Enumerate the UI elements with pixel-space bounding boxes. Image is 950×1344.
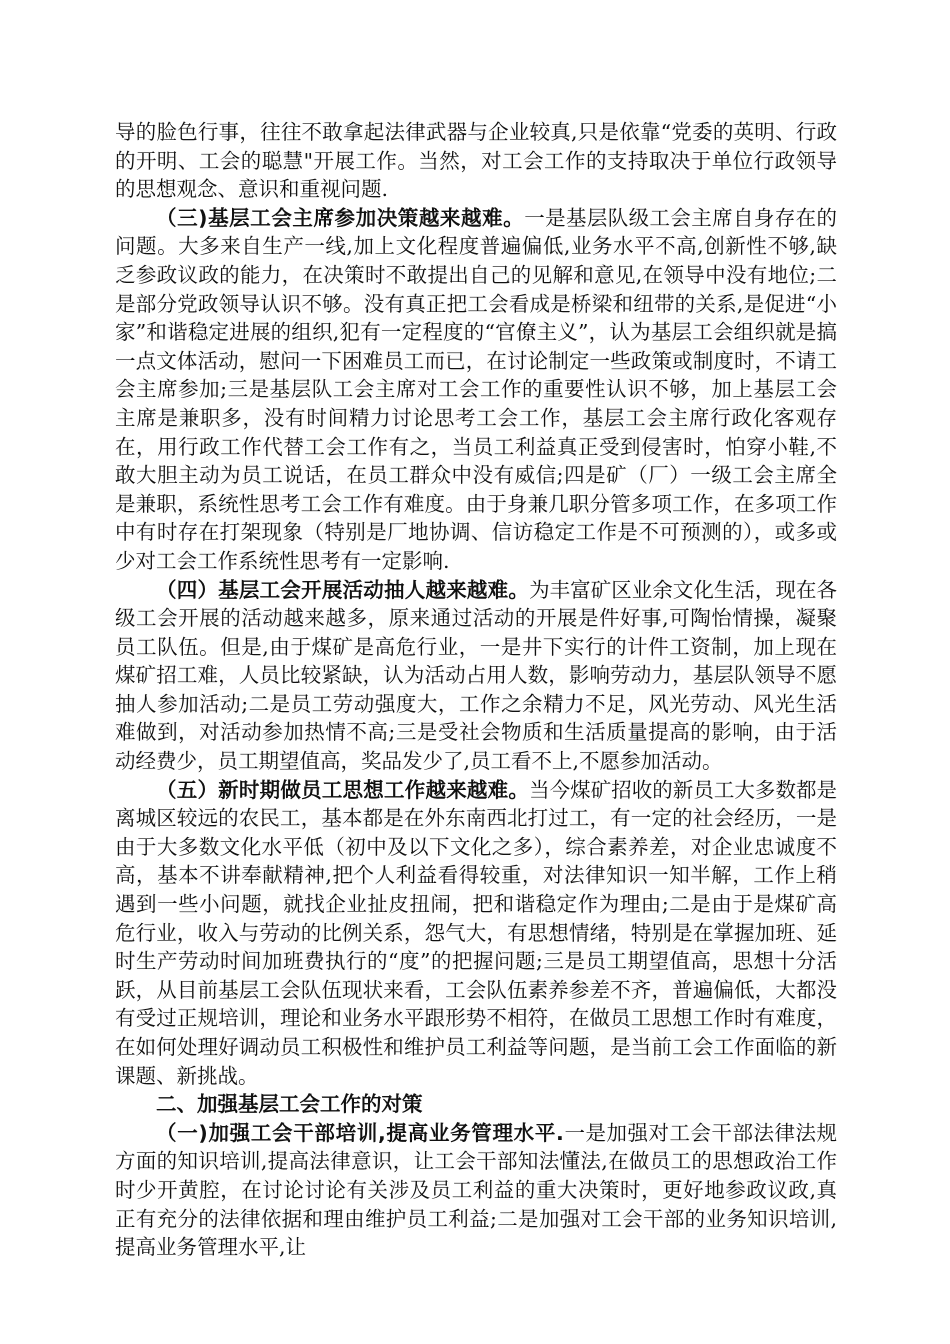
section-lead-3: （三)基层工会主席参加决策越来越难。 [156, 205, 525, 230]
paragraph-body: 一是基层队级工会主席自身存在的问题。大多来自生产一线,加上文化程度普遍偏低,业务水平不高,创新性不够,缺乏参政议政的能力，在决策时不敢提出自己的见解和意见,在领导中没有地位;二是部分党政领导认识不够。没有真正把工会看成是桥梁和纽带的关系,是促进“小家”和谐稳定进展的组织,犯有一定程度的“官僚主义”，认为基层工会组织就是搞一点文体活动，慰问一下困难员工而已，在讨论制定一些政策或制度时，不请工会主席参加;三是基层队工会主席对工会工作的重要性认识不够，加上基层工会主席是兼职多，没有时间精力讨论思考工会工作，基层工会主席行政化客观存在，用行政工作代替工会工作有之，当员工利益真正受到侵害时，怕穿小鞋,不敢大胆主动为员工说话，在员工群众中没有威信;四是矿（厂）一级工会主席全是兼职，系统性思考工会工作有难度。由于身兼几职分管多项工作，在多项工作中有时存在打架现象（特别是厂地协调、信访稳定工作是不可预测的），或多或少对工会工作系统性思考有一定影响. [115, 205, 838, 573]
paragraph-body: 为丰富矿区业余文化生活，现在各级工会开展的活动越来越多，原来通过活动的开展是件好事,可陶怡情操，凝聚员工队伍。但是,由于煤矿是高危行业，一是井下实行的计件工资制，加上现在煤矿招工难，人员比较紧缺，认为活动占用人数，影响劳动力，基层队领导不愿抽人参加活动;二是员工劳动强度大，工作之余精力不足，风光劳动、风光生活难做到，对活动参加热情不高;三是受社会物质和生活质量提高的影响，由于活动经费少，员工期望值高，奖品发少了,员工看不上,不愿参加活动。 [115, 577, 837, 774]
paragraph-section-3 [115, 204, 837, 576]
paragraph-body: 一是加强对工会干部法律法规方面的知识培训,提高法律意识，让工会干部知法懂法,在做员工的思想政治工作时少开黄腔，在讨论讨论有关涉及员工利益的重大决策时，更好地参政议政,真正有充分的法律依据和理由维护员工利益;二是加强对工会干部的业务知识培训,提高业务管理水平,让 [115, 1120, 838, 1260]
paragraph-continuation [115, 118, 837, 204]
paragraph-body: 导的脸色行事，往往不敢拿起法律武器与企业较真,只是依靠“党委的英明、行政的开明、工会的聪慧"开展工作。当然，对工会工作的支持取决于单位行政领导的思想观念、意识和重视问题. [115, 120, 837, 202]
section-heading-countermeasures: 二、加强基层工会工作的对策 [156, 1092, 423, 1117]
paragraph-section-5 [115, 776, 837, 1091]
section-lead-5: （五）新时期做员工思想工作越来越难。 [156, 777, 530, 802]
document-page [115, 118, 837, 1262]
section-lead-4: （四）基层工会开展活动抽人越来越难。 [156, 577, 530, 602]
countermeasure-lead-1: （一)加强工会干部培训,提高业务管理水平. [156, 1120, 565, 1145]
paragraph-section-4 [115, 576, 837, 776]
paragraph-body: 当今煤矿招收的新员工大多数都是离城区较远的农民工，基本都是在外东南西北打过工，有一定的社会经历，一是由于大多数文化水平低（初中及以下文化之多），综合素养差，对企业忠诚度不高，基本不讲奉献精神,把个人利益看得较重，对法律知识一知半解，工作上稍遇到一些小问题，就找企业扯皮扭闹，把和谐稳定作为理由;二是由于是煤矿高危行业，收入与劳动的比例关系，怨气大，有思想情绪，特别是在掌握加班、延时生产劳动时间加班费执行的“度”的把握问题;三是员工期望值高，思想十分活跃，从目前基层工会队伍现状来看，工会队伍素养参差不齐，普遍偏低，大都没有受过正规培训，理论和业务水平跟形势不相符，在做员工思想工作时有难度，在如何处理好调动员工积极性和维护员工利益等问题，是当前工会工作面临的新课题、新挑战。 [115, 777, 837, 1088]
paragraph-countermeasure-1 [115, 1119, 837, 1262]
